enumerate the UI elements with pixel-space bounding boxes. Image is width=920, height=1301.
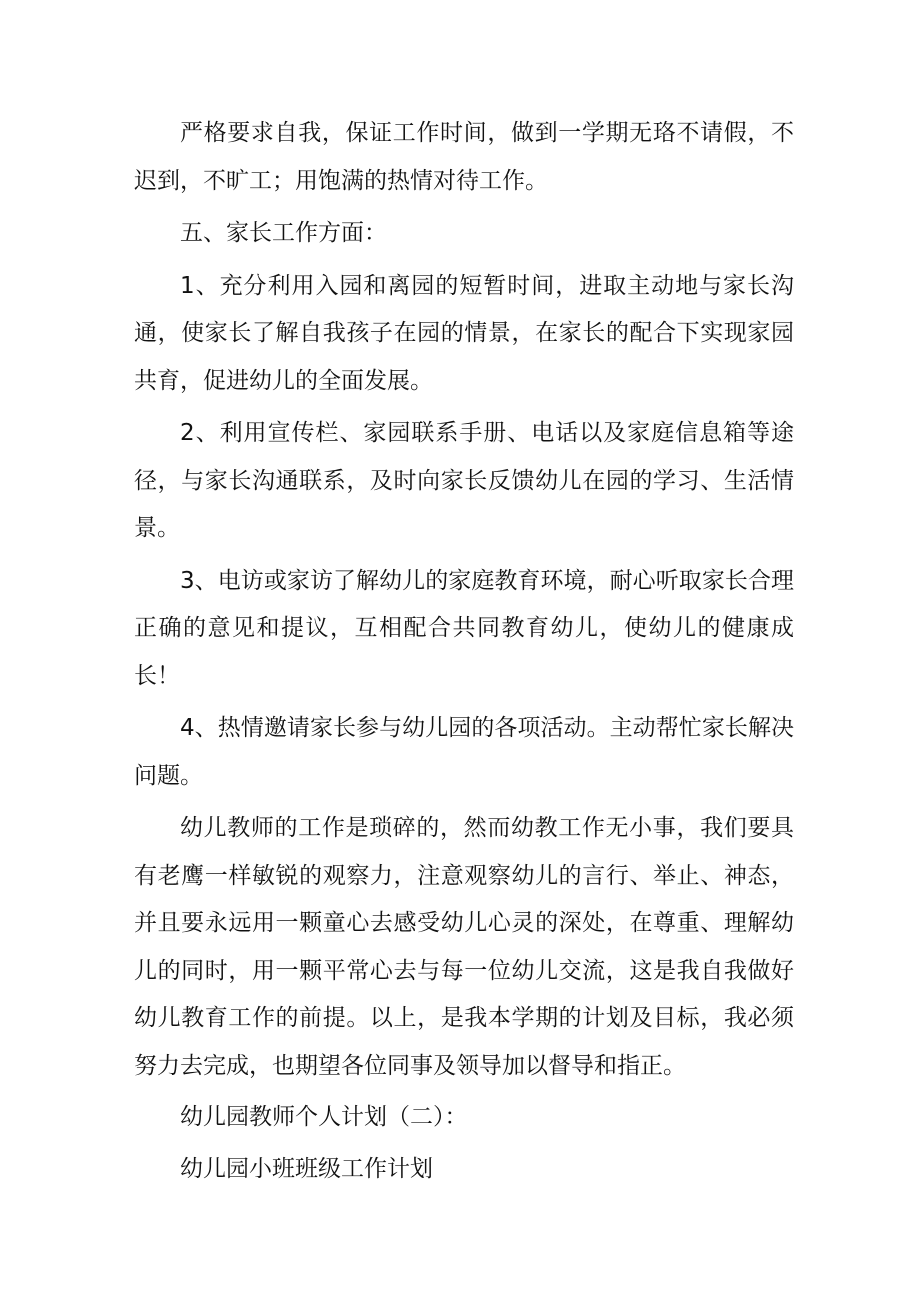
list-item-1: 1、充分利用入园和离园的短暂时间，进取主动地与家长沟通，使家长了解自我孩子在园的情景，在家长的配合下实现家园共育，促进幼儿的全面发展。 [134,272,794,394]
heading-plan-two: 幼儿园教师个人计划（二）： [180,1104,468,1130]
list-item-3: 3、电访或家访了解幼儿的家庭教育环境，耐心听取家长合理正确的意见和提议，互相配合共同教育幼儿，使幼儿的健康成长！ [134,567,794,689]
paragraph-closing: 幼儿教师的工作是琐碎的，然而幼教工作无小事，我们要具有老鹰一样敏锐的观察力，注意观察幼儿的言行、举止、神态，并且要永远用一颗童心去感受幼儿心灵的深处，在尊重、理解幼儿的同时，用一颗平常心去与每一位幼儿交流，这是我自我做好幼儿教育工作的前提。以上，是我本学期的计划及目标，我必须努力去完成，也期望各位同事及领导加以督导和指正。 [134,815,794,1079]
list-item-2: 2、利用宣传栏、家园联系手册、电话以及家庭信息箱等途径，与家长沟通联系，及时向家长反馈幼儿在园的学习、生活情景。 [134,420,794,541]
section-heading-parent-work: 五、家长工作方面： [180,220,387,246]
paragraph-work-discipline: 严格要求自我，保证工作时间，做到一学期无珞不请假，不迟到，不旷工；用饱满的热情对待工作。 [134,120,794,194]
document-body [134,110,794,1193]
list-item-4: 4、热情邀请家长参与幼儿园的各项活动。主动帮忙家长解决问题。 [134,715,794,789]
heading-class-plan: 幼儿园小班班级工作计划 [180,1155,433,1182]
